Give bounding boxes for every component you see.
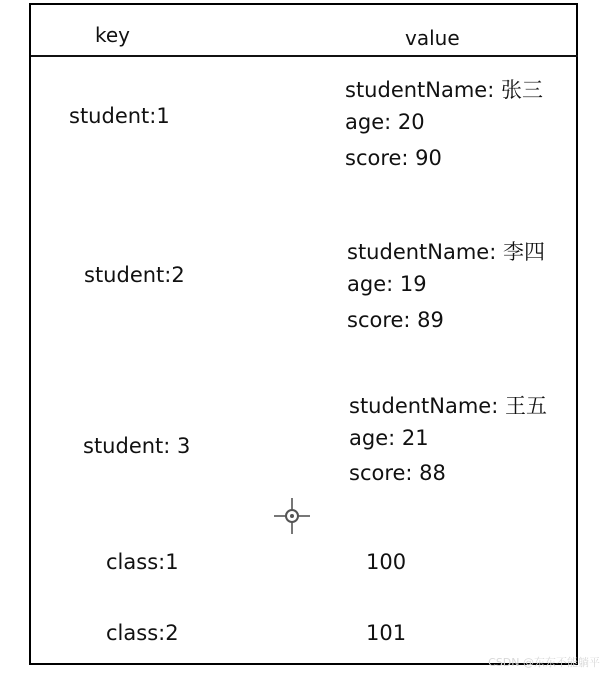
header-key: key xyxy=(95,23,131,47)
row-key: class:1 xyxy=(106,550,179,574)
row-key: student:2 xyxy=(84,263,185,287)
row-key: student: 3 xyxy=(83,434,191,458)
header-value: value xyxy=(405,26,460,50)
row-value-line: age: 19 xyxy=(347,272,427,296)
header-divider xyxy=(31,55,578,57)
row-key: class:2 xyxy=(106,621,179,645)
row-value-line: score: 90 xyxy=(345,146,442,170)
row-value-line: score: 88 xyxy=(349,461,446,485)
row-value-line: score: 89 xyxy=(347,308,444,332)
row-value-line: studentName: 李四 xyxy=(347,240,545,264)
row-value-line: age: 21 xyxy=(349,426,429,450)
row-value-line: studentName: 王五 xyxy=(349,394,547,418)
crosshair-move-icon xyxy=(274,498,310,534)
row-value-line: age: 20 xyxy=(345,110,425,134)
row-key: student:1 xyxy=(69,104,170,128)
row-value-line: 100 xyxy=(366,550,407,574)
watermark: CSDN @东东不能躺平 xyxy=(488,656,600,669)
row-value-line: studentName: 张三 xyxy=(345,78,543,102)
row-value-line: 101 xyxy=(366,621,407,645)
